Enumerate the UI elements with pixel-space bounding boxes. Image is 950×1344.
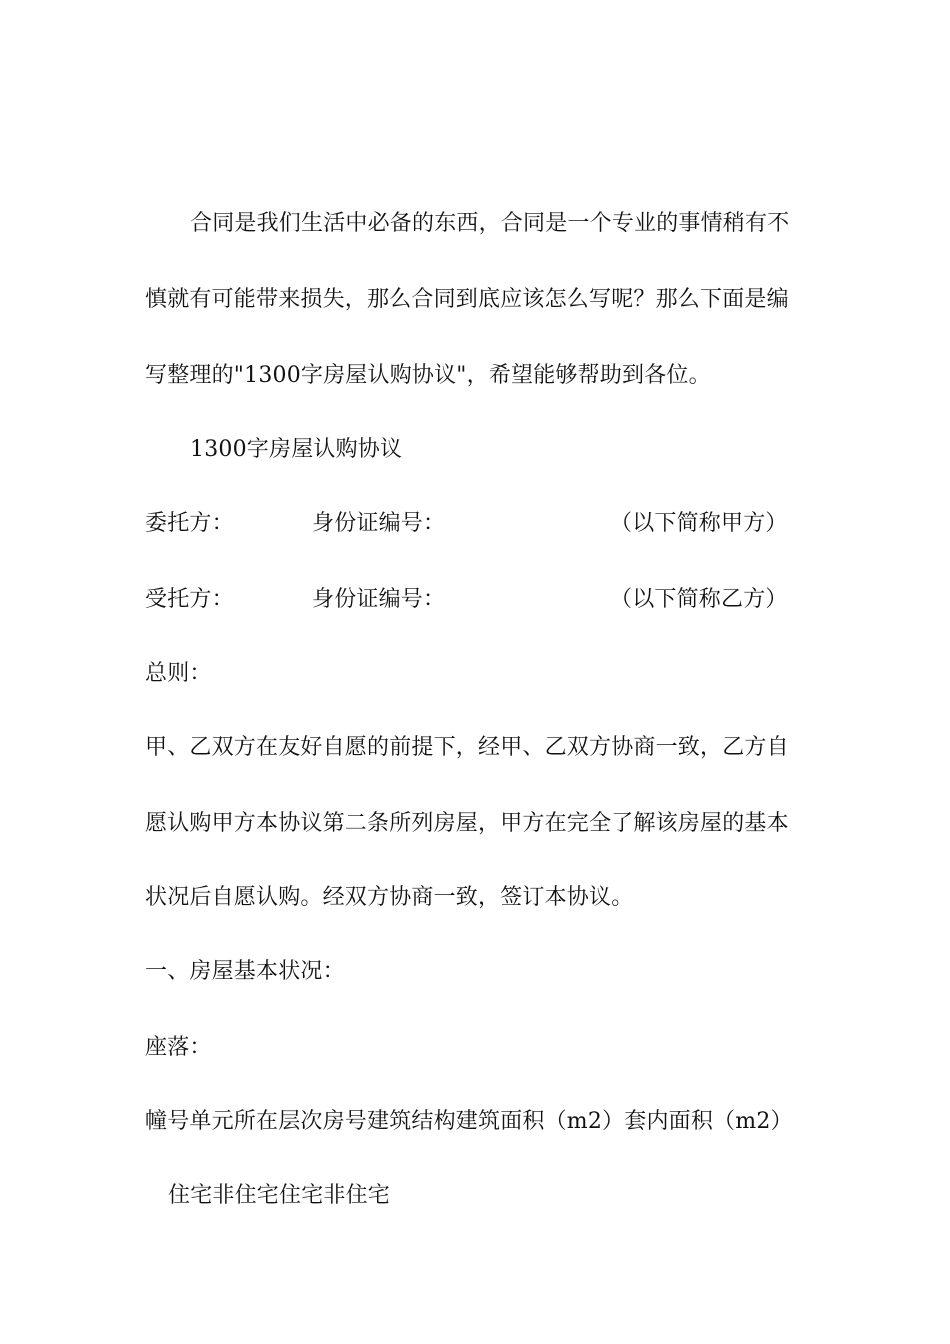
party-b-alias: （以下简称乙方） [610,587,788,612]
intro-line-1: 合同是我们生活中必备的东西，合同是一个专业的事情稍有不 [190,211,790,236]
location-label: 座落： [145,1035,212,1060]
property-type-row: 住宅非住宅住宅非住宅 [168,1183,391,1208]
intro-line-3: 写整理的"1300字房屋认购协议"，希望能够帮助到各位。 [145,363,711,388]
intro-line-2: 慎就有可能带来损失，那么合同到底应该怎么写呢？那么下面是编 [145,287,789,312]
general-line-2: 愿认购甲方本协议第二条所列房屋，甲方在完全了解该房屋的基本 [145,811,789,836]
party-b-label: 受托方： [145,587,234,612]
general-heading: 总则： [145,661,212,686]
party-a-alias: （以下简称甲方） [610,511,788,536]
section-1-heading: 一、房屋基本状况： [145,959,345,984]
party-a-label: 委托方： [145,511,234,536]
general-line-3: 状况后自愿认购。经双方协商一致，签订本协议。 [145,885,634,910]
document-title: 1300字房屋认购协议 [190,437,403,462]
general-line-1: 甲、乙双方在友好自愿的前提下，经甲、乙双方协商一致，乙方自 [145,735,789,760]
party-b-id-label: 身份证编号： [312,587,446,612]
party-a-id-label: 身份证编号： [312,511,446,536]
property-table-header: 幢号单元所在层次房号建筑结构建筑面积（m2）套内面积（m2） [145,1109,793,1134]
